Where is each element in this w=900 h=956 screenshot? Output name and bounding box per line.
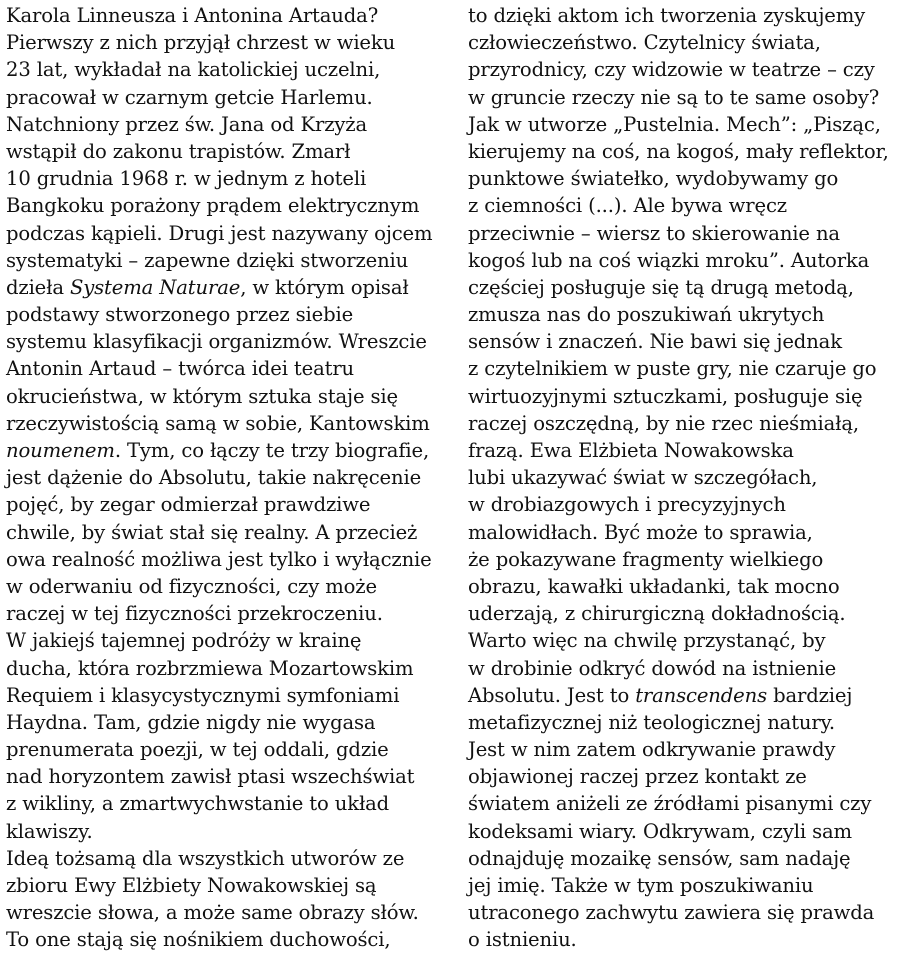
text-segment: kierujemy na coś, na kogoś, mały reflektor, (468, 139, 889, 163)
text-segment: Requiem i klasycystycznymi symfoniami (6, 683, 400, 707)
text-line (6, 328, 446, 355)
text-segment: przeciwnie – wiersz to skierowanie na (468, 221, 840, 245)
text-line (468, 682, 896, 709)
text-segment: systematyki – zapewne dzięki stworzeniu (6, 248, 409, 272)
text-line (6, 872, 446, 899)
text-segment: jej imię. Także w tym poszukiwaniu (468, 874, 814, 897)
text-line (468, 899, 896, 926)
text-line (468, 192, 896, 219)
text-line (468, 220, 896, 247)
text-line (6, 763, 446, 790)
text-line (468, 437, 896, 464)
text-segment: z wikliny, a zmartwychwstanie to układ (6, 792, 390, 816)
text-line (6, 383, 446, 410)
text-line (6, 301, 446, 328)
text-segment: że pokazywane fragmenty wielkiego (468, 547, 824, 571)
text-line (468, 383, 896, 410)
text-line (468, 138, 896, 165)
text-segment: częściej posługuje się tą drugą metodą, (468, 275, 854, 299)
text-segment: prenumerata poezji, w tej oddali, gdzie (6, 738, 389, 762)
text-line (6, 519, 446, 546)
text-segment: Ideą tożsamą dla wszystkich utworów ze (6, 846, 405, 870)
text-segment: malowidłach. Być może to sprawia, (468, 520, 813, 544)
text-line (6, 736, 446, 763)
text-segment: odnajduję mozaikę sensów, sam nadaję (468, 846, 851, 870)
text-segment: Warto więc na chwilę przystanąć, by (468, 629, 826, 653)
italic-term: Systema Naturae (69, 275, 241, 299)
text-line (468, 926, 896, 953)
text-segment: , w którym opisał (240, 275, 409, 299)
text-line (468, 301, 896, 328)
text-line (468, 328, 896, 355)
text-segment: rzeczywistością samą w sobie, Kantowskim (6, 411, 430, 435)
text-segment: ducha, która rozbrzmiewa Mozartowskim (6, 656, 414, 680)
text-line (6, 2, 446, 29)
text-segment: kogoś lub na coś wiązki mroku”. Autorka (468, 248, 870, 272)
text-line (468, 111, 896, 138)
text-segment: o istnieniu. (468, 928, 577, 952)
text-segment: Jak w utworze „Pustelnia. Mech”: „Pisząc, (468, 112, 881, 136)
text-segment: Absolutu. Jest to (468, 683, 636, 707)
text-line (468, 763, 896, 790)
text-line (6, 790, 446, 817)
text-line (468, 546, 896, 573)
text-line (6, 845, 446, 872)
text-line (6, 926, 446, 953)
text-segment: podczas kąpieli. Drugi jest nazywany ojcem (6, 221, 433, 245)
text-segment: metafizycznej niż teologicznej natury. (468, 710, 836, 734)
text-line (468, 600, 896, 627)
text-segment: z czytelnikiem w puste gry, nie czaruje go (468, 357, 877, 381)
italic-term: transcendens (635, 683, 767, 707)
text-line (468, 410, 896, 437)
text-line (6, 464, 446, 491)
text-line (6, 600, 446, 627)
text-line (6, 84, 446, 111)
text-segment: chwile, by świat stał się realny. A przecież (6, 520, 418, 544)
text-line (6, 546, 446, 573)
text-segment: lubi ukazywać świat w szczegółach, (468, 466, 818, 490)
text-segment: klawiszy. (6, 819, 93, 843)
text-segment: dzieła (6, 275, 70, 299)
text-segment: w oderwaniu od fizyczności, czy może (6, 574, 377, 598)
text-segment: wreszcie słowa, a może same obrazy słów. (6, 901, 419, 925)
text-segment: Natchniony przez św. Jana od Krzyża (6, 112, 368, 136)
text-segment: Bangkoku porażony prądem elektrycznym (6, 194, 420, 218)
text-segment: 10 grudnia 1968 r. w jednym z hoteli (6, 167, 367, 191)
text-line (6, 56, 446, 83)
text-segment: człowieczeństwo. Czytelnicy świata, (468, 31, 821, 55)
text-segment: w drobinie odkryć dowód na istnienie (468, 656, 837, 680)
text-line (468, 464, 896, 491)
text-line (6, 111, 446, 138)
text-segment: w drobiazgowych i precyzyjnych (468, 493, 786, 517)
text-line (6, 220, 446, 247)
text-line (6, 192, 446, 219)
text-line (6, 247, 446, 274)
text-line (6, 410, 446, 437)
text-segment: obrazu, kawałki układanki, tak mocno (468, 574, 840, 598)
text-segment: bardziej (767, 683, 853, 707)
text-column-left (6, 2, 446, 954)
text-line (6, 165, 446, 192)
text-line (6, 29, 446, 56)
text-line (6, 627, 446, 654)
text-segment: przyrodnicy, czy widzowie w teatrze – czy (468, 58, 875, 82)
text-segment: zmusza nas do poszukiwań ukrytych (468, 303, 825, 327)
text-line (468, 355, 896, 382)
text-segment: frazą. Ewa Elżbieta Nowakowska (468, 439, 794, 462)
text-segment: W jakiejś tajemnej podróży w krainę (6, 629, 362, 653)
text-line (468, 790, 896, 817)
text-segment: zbioru Ewy Elżbiety Nowakowskiej są (6, 874, 377, 897)
text-line (468, 872, 896, 899)
text-line (468, 165, 896, 192)
text-segment: To one stają się nośnikiem duchowości, (6, 928, 391, 952)
text-line (6, 355, 446, 382)
italic-term: noumenem (6, 439, 115, 462)
text-line (6, 709, 446, 736)
text-segment: 23 lat, wykładał na katolickiej uczelni, (6, 58, 381, 82)
text-segment: Antonin Artaud – twórca idei teatru (6, 357, 355, 381)
text-segment: raczej oszczędną, by nie rzec nieśmiałą, (468, 411, 859, 435)
text-line (468, 709, 896, 736)
text-line (6, 899, 446, 926)
text-segment: Jest w nim zatem odkrywanie prawdy (468, 738, 836, 762)
text-segment: to dzięki aktom ich tworzenia zyskujemy (468, 4, 866, 27)
text-line (6, 682, 446, 709)
text-line (6, 437, 446, 464)
text-segment: wstąpił do zakonu trapistów. Zmarł (6, 139, 351, 163)
text-segment: owa realność możliwa jest tylko i wyłącznie (6, 547, 432, 571)
text-line (6, 573, 446, 600)
text-segment: utraconego zachwytu zawiera się prawda (468, 901, 875, 925)
text-segment: uderzają, z chirurgiczną dokładnością. (468, 602, 846, 626)
text-line (468, 845, 896, 872)
text-line (468, 491, 896, 518)
text-segment: . Tym, co łączy te trzy biografie, (114, 439, 430, 462)
text-segment: kodeksami wiary. Odkrywam, czyli sam (468, 819, 852, 843)
text-line (468, 29, 896, 56)
text-line (6, 491, 446, 518)
text-segment: wirtuozyjnymi sztuczkami, posługuje się (468, 384, 863, 408)
text-line (468, 84, 896, 111)
text-segment: Haydna. Tam, gdzie nigdy nie wygasa (6, 710, 376, 734)
text-line (468, 573, 896, 600)
text-line (468, 274, 896, 301)
text-line (468, 655, 896, 682)
text-line (6, 818, 446, 845)
text-line (6, 655, 446, 682)
text-segment: podstawy stworzonego przez siebie (6, 303, 354, 327)
text-segment: punktowe światełko, wydobywamy go (468, 167, 839, 191)
text-line (6, 274, 446, 301)
text-line (468, 736, 896, 763)
text-segment: Karola Linneusza i Antonina Artauda? (6, 4, 379, 27)
text-segment: w gruncie rzeczy nie są to te same osoby? (468, 85, 880, 109)
text-segment: raczej w tej fizyczności przekroczeniu. (6, 602, 383, 626)
text-segment: okrucieństwa, w którym sztuka staje się (6, 384, 398, 408)
text-line (468, 247, 896, 274)
text-segment: systemu klasyfikacji organizmów. Wreszcie (6, 330, 427, 354)
text-line (468, 56, 896, 83)
text-line (468, 2, 896, 29)
text-line (468, 818, 896, 845)
text-segment: Pierwszy z nich przyjął chrzest w wieku (6, 31, 396, 55)
text-line (468, 519, 896, 546)
text-segment: jest dążenie do Absolutu, takie nakręcenie (6, 466, 422, 490)
text-segment: światem aniżeli ze źródłami pisanymi czy (468, 792, 872, 816)
text-segment: pojęć, by zegar odmierzał prawdziwe (6, 493, 371, 517)
text-line (6, 138, 446, 165)
text-segment: objawionej raczej przez kontakt ze (468, 765, 807, 789)
text-segment: pracował w czarnym getcie Harlemu. (6, 85, 373, 109)
text-segment: sensów i znaczeń. Nie bawi się jednak (468, 330, 842, 354)
text-segment: z ciemności (...). Ale bywa wręcz (468, 194, 787, 218)
text-line (468, 627, 896, 654)
text-segment: nad horyzontem zawisł ptasi wszechświat (6, 765, 415, 789)
text-column-right (468, 2, 896, 954)
